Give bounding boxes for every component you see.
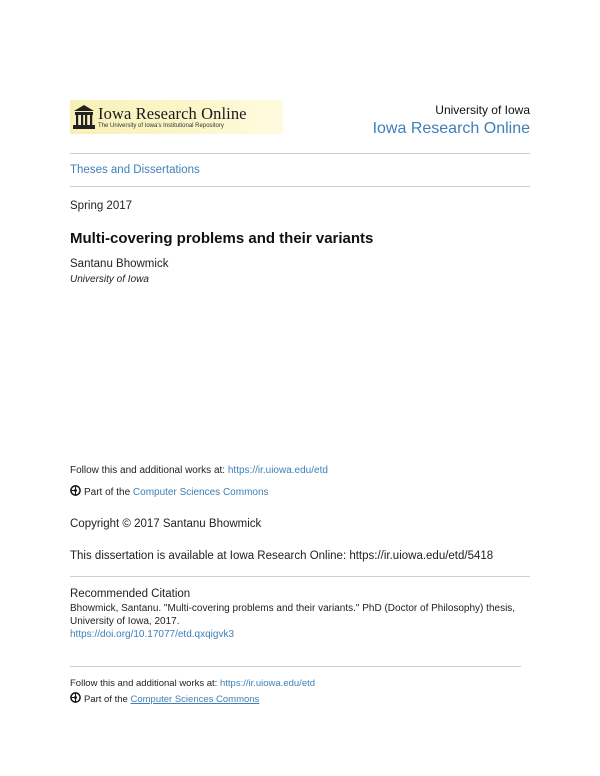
footer-part-prefix: Part of the — [84, 694, 131, 705]
building-icon — [73, 105, 95, 129]
publication-date: Spring 2017 — [70, 200, 133, 212]
divider — [70, 666, 521, 667]
copyright: Copyright © 2017 Santanu Bhowmick — [70, 518, 262, 530]
university-name: University of Iowa — [435, 103, 530, 117]
commons-network-icon — [70, 485, 81, 496]
document-title: Multi-covering problems and their variants — [70, 230, 374, 247]
follow-url-link[interactable]: https://ir.uiowa.edu/etd — [227, 465, 328, 476]
footer-commons-link[interactable]: Computer Sciences Commons — [130, 694, 260, 705]
footer-url-link[interactable]: https://ir.uiowa.edu/etd — [219, 678, 316, 689]
doi-link[interactable]: https://doi.org/10.17077/etd.qxqigvk3 — [70, 629, 235, 640]
follow-prefix: Follow this and additional works at: — [70, 465, 228, 476]
divider — [70, 576, 530, 577]
footer-part-of-line — [70, 692, 259, 705]
footer-follow-line — [70, 678, 315, 689]
citation-line-1: Bhowmick, Santanu. "Multi-covering problems and their variants." PhD (Doctor of Philosophy) thesis, — [70, 603, 516, 614]
footer-follow-prefix: Follow this and additional works at: — [70, 678, 220, 689]
collection-link[interactable]: Theses and Dissertations — [70, 164, 200, 176]
author-affiliation: University of Iowa — [70, 274, 149, 285]
divider — [70, 153, 530, 154]
author-name: Santanu Bhowmick — [70, 258, 169, 270]
availability: This dissertation is available at Iowa Research Online: https://ir.uiowa.edu/etd/5418 — [70, 550, 494, 562]
citation-heading: Recommended Citation — [70, 588, 191, 600]
logo-subtitle: The University of Iowa's Institutional Repository — [98, 123, 224, 129]
part-of-line — [70, 485, 269, 498]
commons-network-icon — [70, 692, 81, 703]
divider — [70, 186, 530, 187]
citation-line-2: University of Iowa, 2017. — [70, 616, 180, 627]
repository-link[interactable]: Iowa Research Online — [372, 120, 530, 137]
follow-line — [70, 465, 328, 476]
commons-link[interactable]: Computer Sciences Commons — [132, 487, 269, 498]
logo-title: Iowa Research Online — [98, 104, 247, 123]
repository-logo[interactable] — [70, 100, 283, 134]
part-prefix: Part of the — [84, 487, 133, 498]
